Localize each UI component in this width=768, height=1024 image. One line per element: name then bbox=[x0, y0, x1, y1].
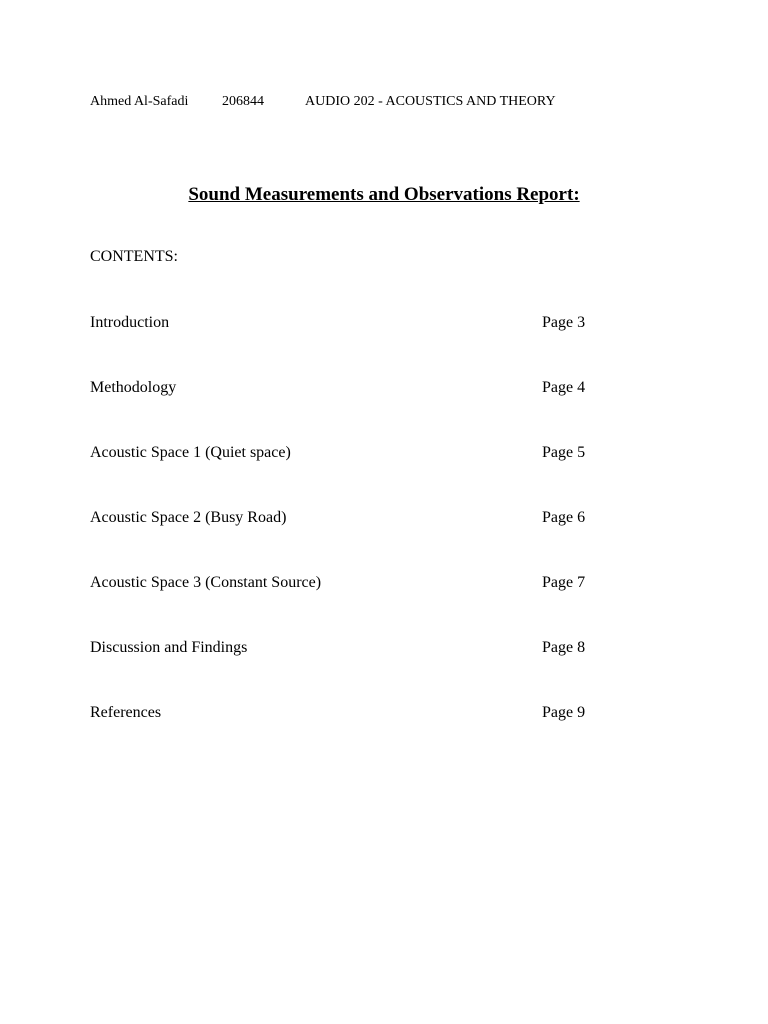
toc-entry-page: Page 8 bbox=[542, 639, 586, 656]
toc-entry-discussion bbox=[90, 637, 610, 659]
toc-entry-page: Page 7 bbox=[542, 574, 586, 591]
toc-entry-label: Introduction bbox=[90, 314, 170, 331]
toc-entry-acoustic-space-3 bbox=[90, 572, 610, 594]
toc-entry-page: Page 9 bbox=[542, 704, 586, 721]
toc-entry-label: Methodology bbox=[90, 379, 177, 396]
toc-entry-page: Page 6 bbox=[542, 509, 586, 526]
toc-entry-label: Discussion and Findings bbox=[90, 639, 248, 656]
toc-entry-page: Page 5 bbox=[542, 444, 586, 461]
toc-entry-label: Acoustic Space 3 (Constant Source) bbox=[90, 574, 322, 591]
document-title: Sound Measurements and Observations Report: bbox=[188, 184, 580, 205]
toc-entry-page: Page 4 bbox=[542, 379, 586, 396]
toc-entry-references bbox=[90, 702, 610, 724]
toc-entry-acoustic-space-1 bbox=[90, 442, 610, 464]
toc-entry-methodology bbox=[90, 377, 610, 399]
toc-entry-label: Acoustic Space 2 (Busy Road) bbox=[90, 509, 287, 526]
toc-entry-introduction bbox=[90, 312, 610, 334]
student-id: 206844 bbox=[222, 94, 264, 109]
toc-entry-label: References bbox=[90, 704, 162, 721]
author-name: Ahmed Al-Safadi bbox=[90, 94, 189, 109]
toc-entry-acoustic-space-2 bbox=[90, 507, 610, 529]
toc-entry-page: Page 3 bbox=[542, 314, 586, 331]
contents-heading: CONTENTS: bbox=[90, 248, 178, 265]
course-name: AUDIO 202 - ACOUSTICS AND THEORY bbox=[305, 94, 556, 109]
toc-entry-label: Acoustic Space 1 (Quiet space) bbox=[90, 444, 291, 461]
